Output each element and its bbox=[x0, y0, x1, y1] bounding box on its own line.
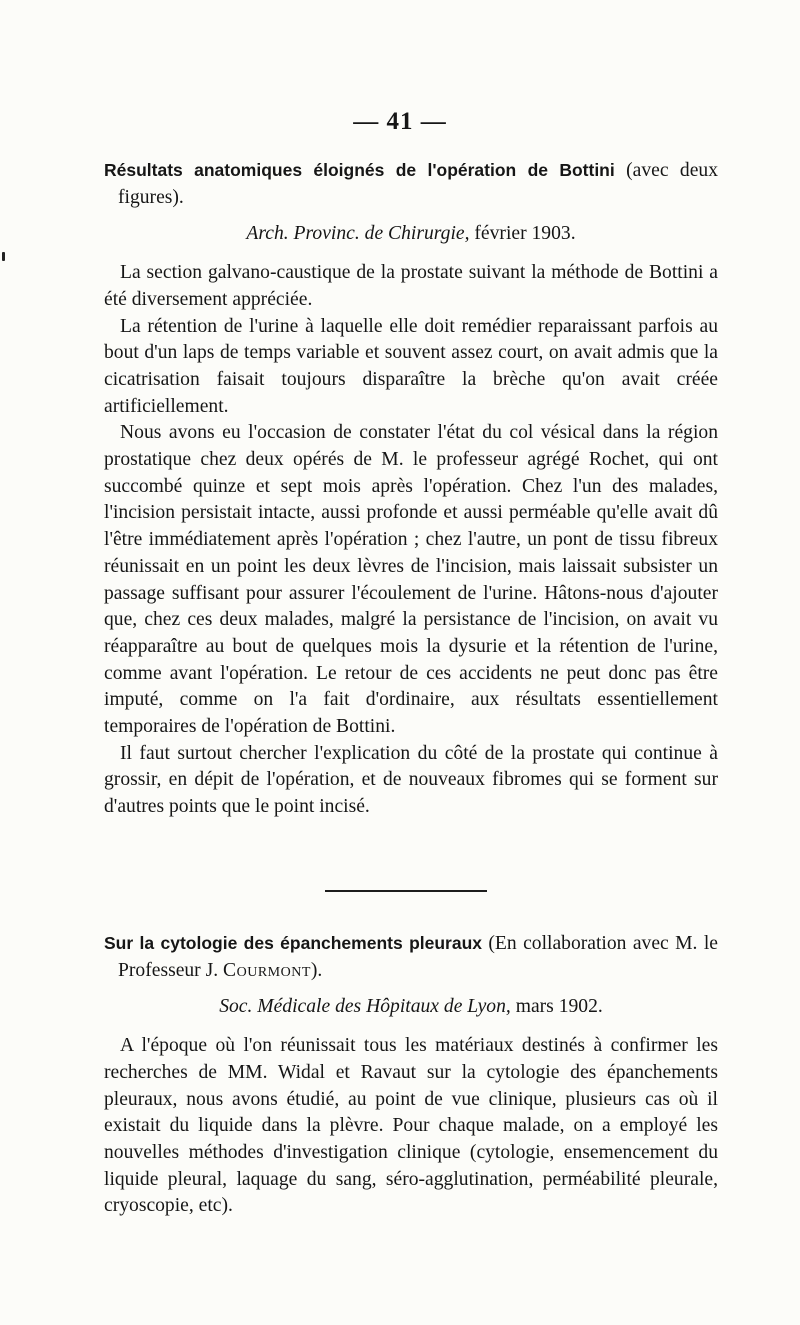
paragraph: La section galvano-caustique de la prostate suivant la méthode de Bottini a été diversement appréciée. bbox=[104, 262, 718, 310]
section-title-bold: Résultats anatomiques éloignés de l'opération de Bottini bbox=[104, 160, 615, 180]
section-cytologie bbox=[104, 930, 718, 1220]
section-title-rest: (avec deux figures). bbox=[118, 160, 719, 208]
section-title-rest: (En collaboration avec M. le Professeur J. bbox=[118, 933, 718, 981]
section-divider bbox=[325, 890, 487, 892]
page-number: — 41 — bbox=[353, 108, 447, 135]
reference-journal: Soc. Médicale des Hôpitaux de Lyon, bbox=[219, 996, 511, 1018]
paragraph: A l'époque où l'on réunissait tous les matériaux destinés à confirmer les recherches de MM. Widal et Ravaut sur la cytologie des épanchements pleuraux, nous avons étudié, au point de vue clinique, plusieurs cas où il existait du liquide dans la plèvre. Pour chaque malade, on a employé les nouvelles méthodes d'investigation clinique (cytologie, ensemencement du liquide pleural, laquage du sang, séro-agglutination, perméabilité pleurale, cryoscopie, etc). bbox=[104, 1035, 718, 1217]
author-name: Courmont bbox=[223, 959, 311, 981]
paragraph: Il faut surtout chercher l'explication du côté de la prostate qui continue à grossir, en dépit de l'opération, et de nouveaux fibromes qui se forment sur d'autres points que le point incisé. bbox=[104, 742, 718, 818]
paragraph: Nous avons eu l'occasion de constater l'état du col vésical dans la région prostatique chez deux opérés de M. le professeur agrégé Rochet, qui ont succombé quinze et sept mois après l'opération. Chez l'un des malades, l'incision persistait intacte, aussi profonde et aussi perméable qu'elle avait dû l'être immédiatement après l'opération ; chez l'autre, un pont de tissu fibreux réunissait en un point les deux lèvres de l'incision, mais laissait subsister un passage suffisant pour assurer l'écoulement de l'urine. Hâtons-nous d'ajouter que, chez ces deux malades, malgré la persistance de l'incision, on avait vu réapparaître au bout de quelques mois la dysurie et la rétention de l'urine, comme avant l'opération. Le retour de ces accidents ne peut donc pas être imputé, comme on l'a fait d'ordinaire, aux résultats essentiellement temporaires de l'opération de Bottini. bbox=[104, 422, 718, 738]
section-title-end: ). bbox=[310, 959, 323, 981]
section-title bbox=[104, 157, 718, 211]
paragraph: La rétention de l'urine à laquelle elle doit remédier reparaissant parfois au bout d'un laps de temps variable et souvent assez court, on avait admis que la cicatrisation faisait toujours disparaître la brèche qu'on avait créée artificiellement. bbox=[104, 315, 718, 417]
section-bottini bbox=[104, 157, 718, 821]
section-reference bbox=[104, 221, 718, 248]
section-reference bbox=[104, 994, 718, 1021]
page-edge-mark bbox=[2, 252, 5, 261]
section-title-bold: Sur la cytologie des épanchements pleuraux bbox=[104, 933, 483, 953]
reference-journal: Arch. Provinc. de Chirurgie, bbox=[246, 223, 470, 245]
reference-date: février 1903. bbox=[469, 223, 576, 245]
section-title bbox=[104, 930, 718, 984]
reference-date: mars 1902. bbox=[510, 996, 603, 1018]
